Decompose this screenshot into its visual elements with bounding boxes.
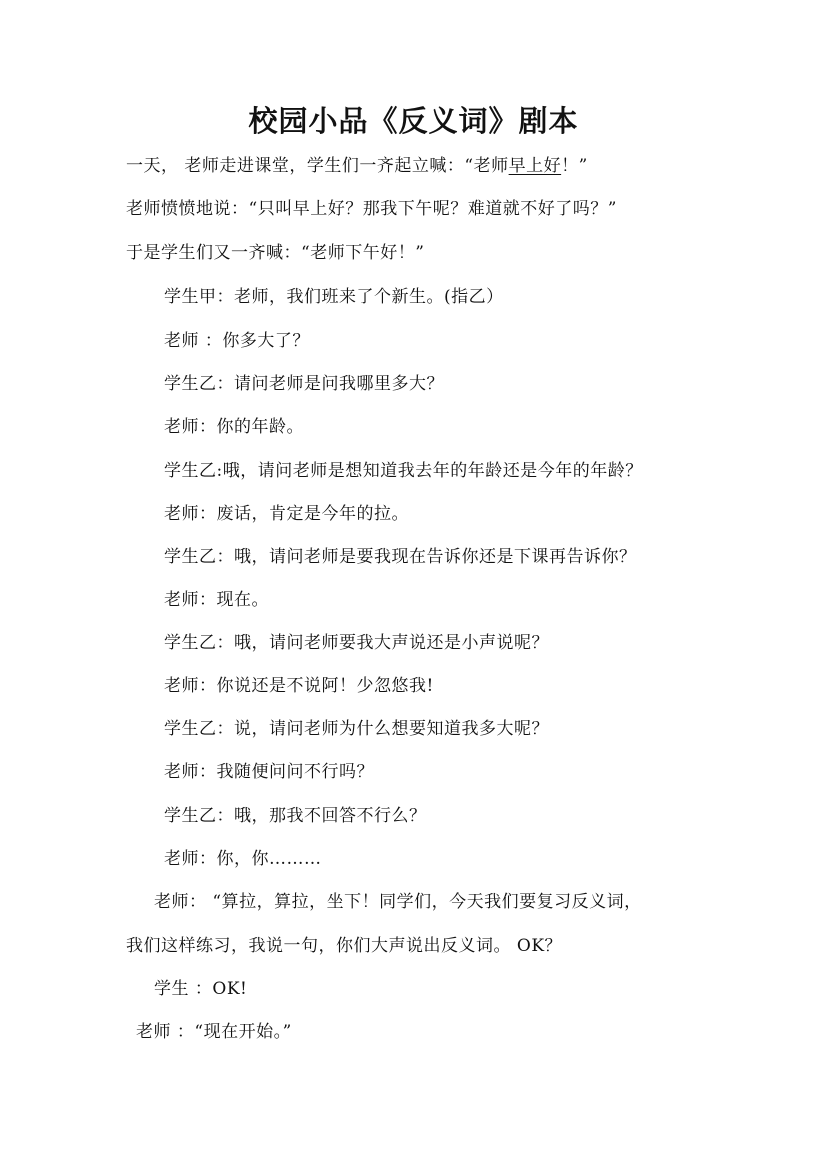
line-text: ！” [561, 156, 588, 176]
script-line: 学生乙：请问老师是问我哪里多大？ [164, 374, 444, 394]
script-line: 老师：你说还是不说阿！少忽悠我! [164, 676, 434, 696]
script-line: 老师 ：“现在开始。” [136, 1022, 292, 1042]
script-line: 学生甲：老师，我们班来了个新生。(指乙） [164, 287, 504, 307]
script-line [126, 154, 588, 178]
script-line: 老师：你的年龄。 [164, 417, 304, 437]
script-line: 老师：现在。 [164, 590, 269, 610]
script-line: 学生乙:哦，请问老师是想知道我去年的年龄还是今年的年龄？ [164, 461, 643, 481]
script-line: 老师：我随便问问不行吗？ [164, 762, 374, 782]
script-line: 老师：你，你……… [164, 849, 322, 869]
script-line: 学生乙：说，请问老师为什么想要知道我多大呢？ [164, 719, 549, 739]
script-line: 于是学生们又一齐喊：“老师下午好！” [126, 243, 425, 263]
script-line: 学生乙：哦，请问老师是要我现在告诉你还是下课再告诉你？ [164, 547, 637, 567]
script-line: 学生乙：哦，那我不回答不行么？ [164, 806, 427, 826]
script-line: 老师：废话，肯定是今年的拉。 [164, 504, 409, 524]
script-line: 老师愤愤地说：“只叫早上好？那我下午呢？难道就不好了吗？” [126, 199, 617, 219]
script-line: 老师： “算拉，算拉，坐下！同学们，今天我们要复习反义词， [154, 892, 642, 912]
script-line: 我们这样练习，我说一句，你们大声说出反义词。 OK？ [126, 936, 563, 956]
script-line: 学生乙：哦，请问老师要我大声说还是小声说呢？ [164, 633, 549, 653]
script-line: 老师 ：你多大了？ [164, 331, 310, 351]
script-line: 学生 ：OK! [154, 979, 248, 999]
line-text: 一天， 老师走进课堂，学生们一齐起立喊：“老师 [126, 156, 509, 176]
page-title: 校园小品《反义词》剧本 [248, 104, 579, 138]
underlined-text: 早上好 [508, 156, 562, 176]
